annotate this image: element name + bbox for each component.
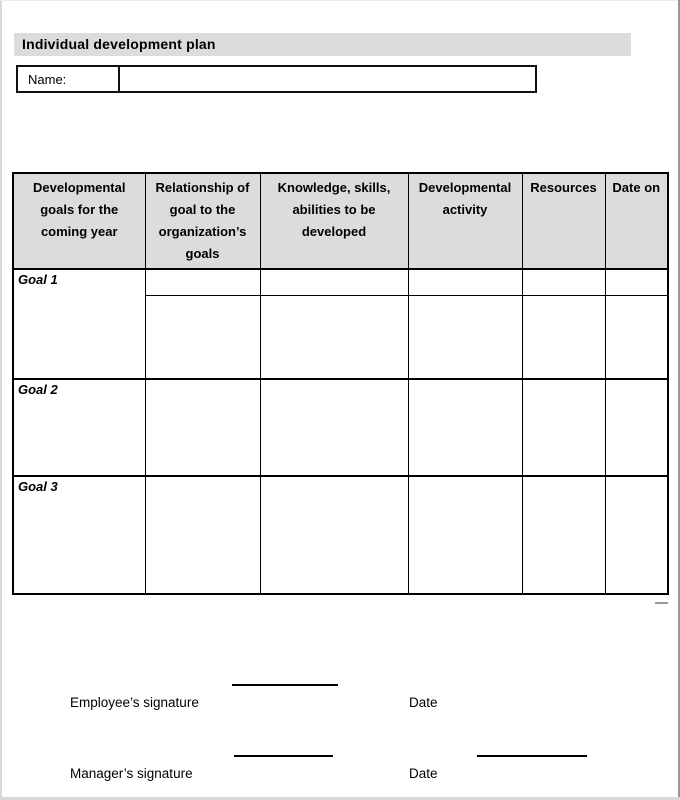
- table-cell[interactable]: [408, 379, 522, 476]
- document-title: Individual development plan: [14, 33, 631, 56]
- table-cell[interactable]: [145, 476, 260, 594]
- col-header-resources: Resources: [522, 173, 605, 269]
- table-cell[interactable]: [605, 295, 668, 379]
- col-header-developmental-goals: Developmental goals for the coming year: [13, 173, 145, 269]
- table-cell[interactable]: [408, 476, 522, 594]
- employee-signature-line: [232, 684, 338, 686]
- col-header-relationship: Relationship of goal to the organization’s goals: [145, 173, 260, 269]
- table-cell[interactable]: [522, 379, 605, 476]
- table-cell[interactable]: [145, 269, 260, 295]
- goal-2-label-cell: Goal 2: [13, 379, 145, 476]
- table-cell[interactable]: [260, 379, 408, 476]
- goal-3-label-cell: Goal 3: [13, 476, 145, 594]
- name-field-box: [16, 65, 537, 93]
- goal-1-subrow-top: [13, 269, 668, 295]
- table-cell[interactable]: [522, 295, 605, 379]
- goal-2-row: [13, 379, 668, 476]
- table-cell[interactable]: [408, 269, 522, 295]
- table-cell[interactable]: [260, 476, 408, 594]
- page-edge-top: [0, 0, 680, 1]
- table-corner-mark: [655, 602, 668, 604]
- goal-3-row: [13, 476, 668, 594]
- name-input[interactable]: [120, 67, 535, 91]
- table-cell[interactable]: [605, 476, 668, 594]
- table-cell[interactable]: [408, 295, 522, 379]
- employee-signature-label: Employee’s signature: [70, 695, 199, 710]
- goal-1-label-cell: Goal 1: [13, 269, 145, 379]
- manager-signature-line: [234, 755, 333, 757]
- development-plan-table: [12, 172, 669, 595]
- table-header-row: [13, 173, 668, 269]
- manager-date-line: [477, 755, 587, 757]
- table-cell[interactable]: [145, 379, 260, 476]
- manager-date-label: Date: [409, 766, 438, 781]
- col-header-date-on: Date on: [605, 173, 668, 269]
- employee-date-label: Date: [409, 695, 438, 710]
- table-cell[interactable]: [605, 379, 668, 476]
- col-header-developmental-activity: Developmental activity: [408, 173, 522, 269]
- table-cell[interactable]: [260, 295, 408, 379]
- page-edge-left: [0, 0, 2, 800]
- table-cell[interactable]: [522, 476, 605, 594]
- table-cell[interactable]: [145, 295, 260, 379]
- table-cell[interactable]: [522, 269, 605, 295]
- table-cell[interactable]: [260, 269, 408, 295]
- col-header-knowledge-skills: Knowledge, skills, abilities to be developed: [260, 173, 408, 269]
- name-label: Name:: [18, 67, 120, 91]
- manager-signature-label: Manager’s signature: [70, 766, 193, 781]
- table-cell[interactable]: [605, 269, 668, 295]
